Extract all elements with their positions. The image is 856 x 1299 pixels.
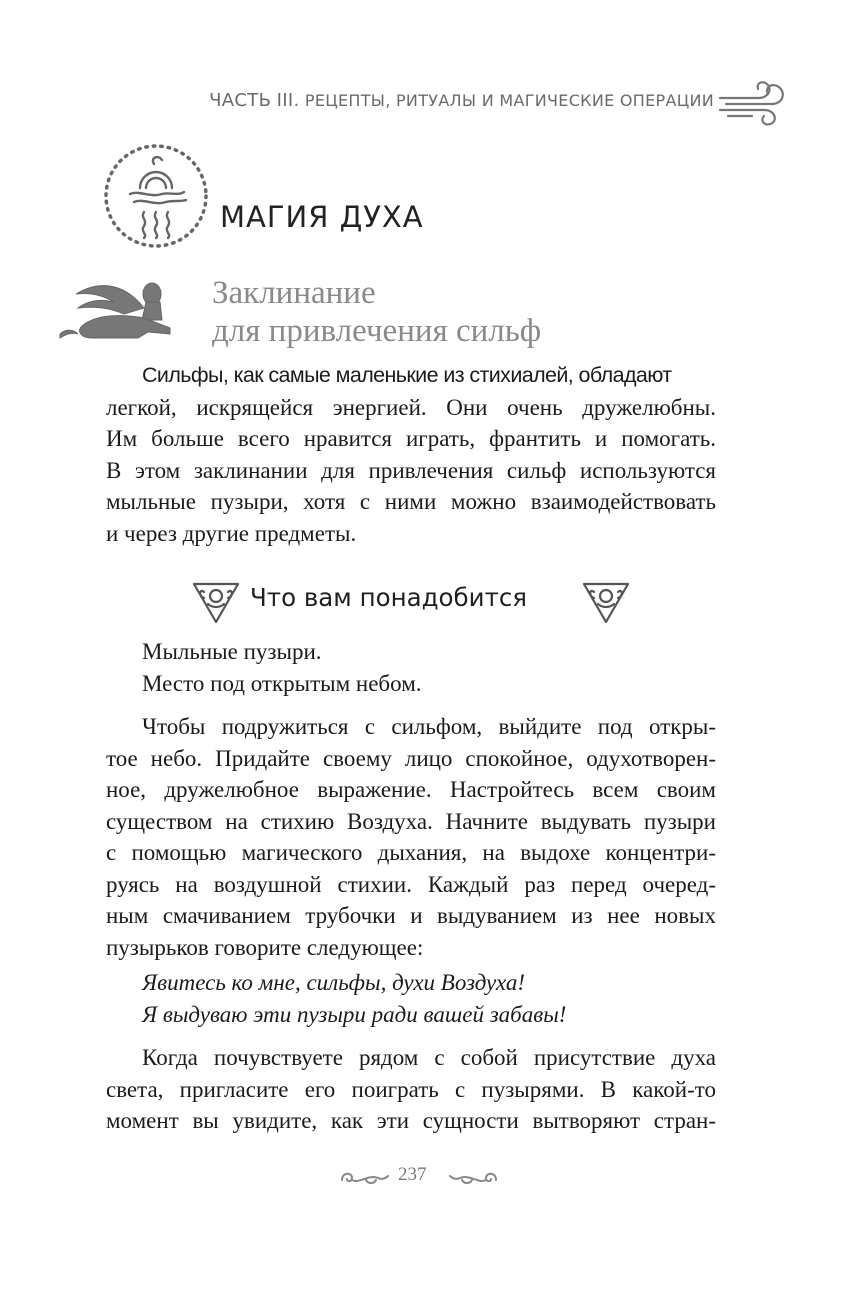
list-item: Место под открытым небом. — [142, 670, 422, 696]
swirl-ornament-icon — [448, 1168, 500, 1188]
page-footer — [338, 1162, 514, 1192]
incantation — [106, 967, 716, 1030]
incantation-line: Явитесь ко мне, сильфы, духи Воздуха! — [142, 970, 525, 995]
incantation-line: Я выдуваю эти пузыри ради вашей забавы! — [142, 1001, 567, 1027]
instructions-line: тое небо. Придайте своему лицо спокойное, одухотворен- — [106, 745, 716, 771]
closing-paragraph — [106, 1042, 716, 1137]
cherub-triangle-icon — [580, 576, 632, 628]
instructions-line: с помощью магического дыхания, на выдохе концентри- — [106, 840, 716, 865]
sphinx-icon — [52, 268, 180, 350]
instructions-line: существом на стихию Воздуха. Начните выдувать пузыри — [106, 808, 716, 834]
subheading-needs: Что вам понадобится — [250, 583, 528, 612]
section-title-line1: Заклинание — [212, 275, 376, 311]
instructions-line: Чтобы подружиться с сильфом, выйдите под откры- — [142, 714, 716, 739]
cherub-triangle-icon — [190, 576, 242, 628]
instructions-line: ное, дружелюбное выражение. Настройтесь всем своим — [106, 777, 716, 802]
instructions-line: руясь на воздушной стихии. Каждый раз перед очеред- — [106, 871, 716, 897]
swirl-ornament-icon — [338, 1168, 390, 1188]
intro-line: Сильфы, как самые маленькие из стихиалей, обладают — [142, 363, 672, 387]
intro-line: В этом заклинании для привлечения сильф используются — [106, 457, 716, 483]
part-label: ЧАСТЬ — [209, 90, 272, 111]
instructions-paragraph — [106, 711, 716, 963]
intro-line: и через другие предметы. — [106, 520, 357, 546]
list-item: Мыльные пузыри. — [142, 639, 322, 664]
intro-line: легкой, искрящейся энергией. Они очень дружелюбны. — [106, 394, 716, 420]
page-number: 237 — [398, 1164, 427, 1185]
closing-line: момент вы увидите, как эти сущности вытворяют стран- — [106, 1108, 716, 1133]
section-title-line2: для привлечения сильф — [212, 313, 542, 349]
part-number: III. — [276, 90, 300, 111]
intro-line: мыльные пузыри, хотя с ними можно взаимодействовать — [106, 489, 716, 514]
chapter-title: МАГИЯ ДУХА — [220, 200, 424, 234]
needs-list — [106, 636, 716, 699]
closing-line: света, пригласите его поиграть с пузырями. В какой-то — [106, 1076, 716, 1102]
instructions-line: пузырьков говорите следующее: — [106, 934, 424, 960]
wind-swirl-icon — [718, 74, 790, 132]
intro-line: Им больше всего нравится играть, франтить и помогать. — [106, 426, 716, 451]
air-element-emblem-icon — [100, 140, 212, 252]
running-header — [209, 90, 714, 111]
instructions-line: ным смачиванием трубочки и выдуванием из нее новых — [106, 903, 716, 928]
intro-paragraph — [106, 360, 716, 549]
closing-line: Когда почувствуете рядом с собой присутствие духа — [142, 1045, 716, 1070]
running-title: РЕЦЕПТЫ, РИТУАЛЫ И МАГИЧЕСКИЕ ОПЕРАЦИИ — [304, 91, 714, 110]
